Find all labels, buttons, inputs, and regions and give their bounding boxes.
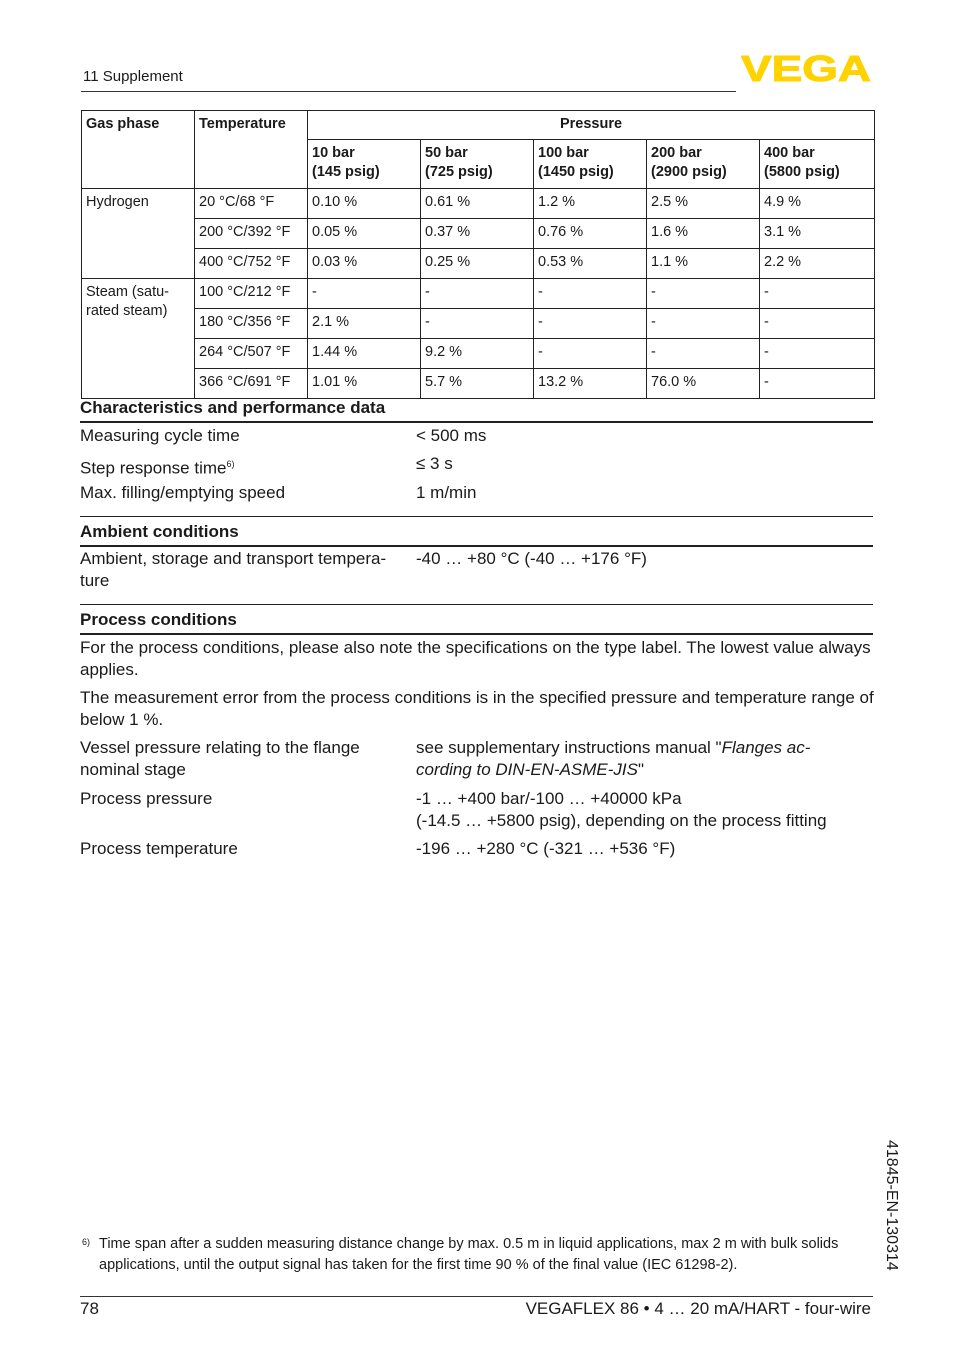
header-200-bar: 200 bar (2900 psig) xyxy=(647,140,760,189)
label-vessel-pressure: Vessel pressure relating to the flange nominal stage xyxy=(80,738,360,779)
gas-steam: Steam (satu- rated steam) xyxy=(82,279,195,399)
value-measuring-cycle: < 500 ms xyxy=(416,426,487,445)
table-cell: 76.0 % xyxy=(647,369,760,399)
table-row xyxy=(82,189,875,219)
table-cell: 0.10 % xyxy=(308,189,421,219)
table-cell: 0.25 % xyxy=(421,249,534,279)
table-cell: - xyxy=(647,279,760,309)
table-cell: 2.1 % xyxy=(308,309,421,339)
value-process-pressure: -1 … +400 bar/-100 … +40000 kPa (-14.5 … +5800 psig), depending on the process fitting xyxy=(416,789,827,830)
table-cell: 5.7 % xyxy=(421,369,534,399)
footer-divider xyxy=(80,1296,873,1297)
section-divider xyxy=(80,604,873,605)
label-process-pressure: Process pressure xyxy=(80,789,213,808)
table-row xyxy=(82,279,875,309)
value-filling-speed: 1 m/min xyxy=(416,483,477,502)
table-cell: 3.1 % xyxy=(760,219,875,249)
section-divider xyxy=(80,633,873,635)
process-paragraph-2: The measurement error from the process conditions is in the specified pressure and temperature range of below 1 %. xyxy=(80,688,874,729)
table-cell: 1.44 % xyxy=(308,339,421,369)
label-step-response: Step response time$^{6)}$ xyxy=(80,458,235,478)
footnote-text: Time span after a sudden measuring distance change by max. 0.5 m in liquid applications, max 2 m with bulk solids applications, until the output signal has taken for the first time 90 % of the final value (IEC 61298-2). xyxy=(99,1236,839,1273)
header-100-bar: 100 bar (1450 psig) xyxy=(534,140,647,189)
table-cell: - xyxy=(760,339,875,369)
table-cell: 1.2 % xyxy=(534,189,647,219)
table-cell: 100 °C/212 °F xyxy=(195,279,308,309)
table-cell: 1.1 % xyxy=(647,249,760,279)
footnote-ref: 6) xyxy=(226,459,235,469)
table-cell: 1.6 % xyxy=(647,219,760,249)
header-divider xyxy=(81,91,736,92)
table-cell: - xyxy=(534,309,647,339)
table-cell: 20 °C/68 °F xyxy=(195,189,308,219)
section-divider xyxy=(80,516,873,517)
table-cell: 0.03 % xyxy=(308,249,421,279)
table-cell: - xyxy=(421,279,534,309)
table-cell: - xyxy=(534,279,647,309)
process-paragraph-1: For the process conditions, please also note the specifications on the type label. The lowest value always applies. xyxy=(80,638,871,679)
table-cell: 400 °C/752 °F xyxy=(195,249,308,279)
section-header: 11 Supplement xyxy=(83,68,183,85)
value-step-response: ≤ 3 s xyxy=(416,454,453,473)
section-title-ambient: Ambient conditions xyxy=(80,522,239,541)
value-vessel-pressure: see supplementary instructions manual "Flanges ac- cording to DIN-EN-ASME-JIS" xyxy=(416,738,811,779)
header-temperature: Temperature xyxy=(195,111,308,189)
header-10-bar: 10 bar (145 psig) xyxy=(308,140,421,189)
gas-phase-table xyxy=(81,110,875,399)
header-50-bar: 50 bar (725 psig) xyxy=(421,140,534,189)
table-cell: 180 °C/356 °F xyxy=(195,309,308,339)
value-process-temperature: -196 … +280 °C (-321 … +536 °F) xyxy=(416,839,676,858)
header-gas-phase: Gas phase xyxy=(82,111,195,189)
table-row xyxy=(82,369,875,399)
logo-text: VEGA xyxy=(741,52,871,84)
section-divider xyxy=(80,421,873,423)
table-cell: 2.5 % xyxy=(647,189,760,219)
table-cell: 0.53 % xyxy=(534,249,647,279)
section-title-characteristics: Characteristics and performance data xyxy=(80,398,386,417)
table-cell: - xyxy=(760,279,875,309)
table-cell: 2.2 % xyxy=(760,249,875,279)
table-row xyxy=(82,339,875,369)
table-row xyxy=(82,249,875,279)
footnote-mark: 6) xyxy=(82,1237,91,1247)
section-divider xyxy=(80,545,873,547)
header-pressure: Pressure xyxy=(308,111,875,140)
table-cell: 366 °C/691 °F xyxy=(195,369,308,399)
table-cell: 200 °C/392 °F xyxy=(195,219,308,249)
section-title-process: Process conditions xyxy=(80,610,237,629)
table-cell: 0.05 % xyxy=(308,219,421,249)
header-400-bar: 400 bar (5800 psig) xyxy=(760,140,875,189)
table-cell: 1.01 % xyxy=(308,369,421,399)
table-cell: - xyxy=(760,309,875,339)
table-cell: 0.37 % xyxy=(421,219,534,249)
table-cell: 4.9 % xyxy=(760,189,875,219)
table-cell: 9.2 % xyxy=(421,339,534,369)
table-cell: - xyxy=(421,309,534,339)
document-id: 41845-EN-130314 xyxy=(883,1140,900,1271)
table-cell: - xyxy=(647,339,760,369)
label-process-temperature: Process temperature xyxy=(80,839,238,858)
footer-document-title: VEGAFLEX 86 • 4 … 20 mA/HART - four-wire xyxy=(525,1299,871,1318)
table-cell: - xyxy=(647,309,760,339)
table-cell: - xyxy=(760,369,875,399)
table-cell: 0.76 % xyxy=(534,219,647,249)
page-number: 78 xyxy=(80,1299,99,1318)
label-measuring-cycle: Measuring cycle time xyxy=(80,426,240,445)
table-cell: 264 °C/507 °F xyxy=(195,339,308,369)
table-row xyxy=(82,309,875,339)
label-filling-speed: Max. filling/emptying speed xyxy=(80,483,286,502)
value-ambient-temperature: -40 … +80 °C (-40 … +176 °F) xyxy=(416,549,647,568)
table-cell: 0.61 % xyxy=(421,189,534,219)
table-cell: - xyxy=(308,279,421,309)
gas-hydrogen: Hydrogen xyxy=(82,189,195,279)
vega-logo xyxy=(741,52,873,84)
table-row xyxy=(82,219,875,249)
label-ambient-temperature: Ambient, storage and transport tempera- ture xyxy=(80,549,387,590)
table-cell: 13.2 % xyxy=(534,369,647,399)
table-cell: - xyxy=(534,339,647,369)
